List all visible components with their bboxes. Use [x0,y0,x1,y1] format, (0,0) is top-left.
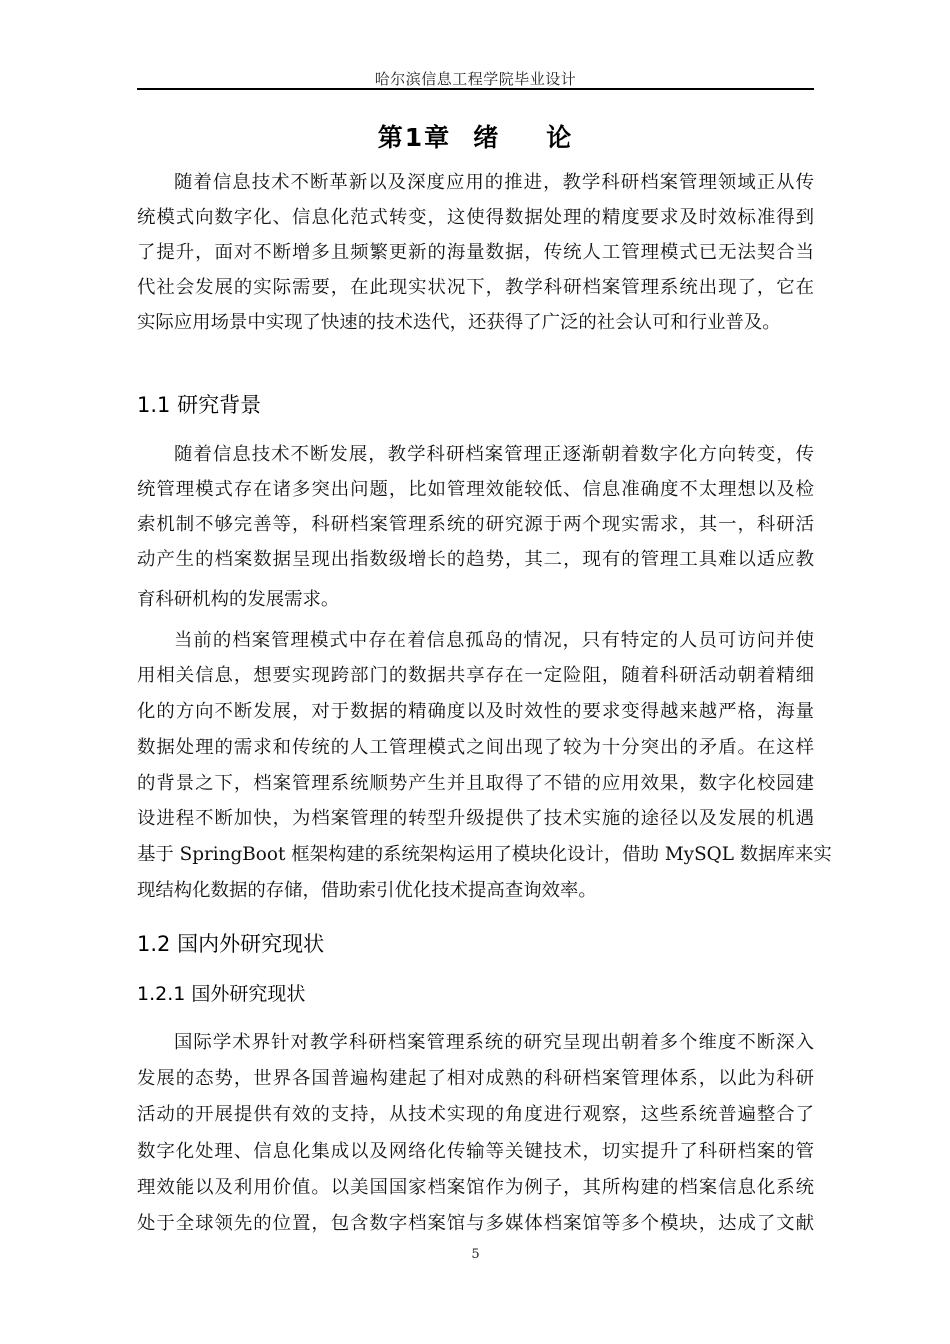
section-heading-1-2: 1.2 国内外研究现状 [137,932,325,956]
paragraph-line: 数字化处理、信息化集成以及网络化传输等关键技术，切实提升了科研档案的管 [137,1141,814,1162]
paragraph-line: 数据处理的需求和传统的人工管理模式之间出现了较为十分突出的矛盾。在这样 [137,737,814,758]
chapter-number: 第1章 [377,123,452,152]
running-header: 哈尔滨信息工程学院毕业设计 [374,70,577,88]
paragraph-line: 代社会发展的实际需要，在此现实状况下，教学科研档案管理系统出现了，它在 [137,277,814,298]
chapter-title-part1: 绪 [473,123,501,152]
paragraph-line: 设进程不断加快，为档案管理的转型升级提供了技术实施的途径以及发展的机遇 [137,808,814,829]
paragraph-line: 当前的档案管理模式中存在着信息孤岛的情况，只有特定的人员可访问并使 [174,630,814,651]
paragraph-line: 统模式向数字化、信息化范式转变，这使得数据处理的精度要求及时效标准得到 [137,207,814,228]
paragraph-line: 动产生的档案数据呈现出指数级增长的趋势，其二，现有的管理工具难以适应教 [137,549,814,570]
paragraph-line: 基于 SpringBoot 框架构建的系统架构运用了模块化设计，借助 MySQL 数据库来实 [137,844,832,865]
chapter-title [137,118,814,154]
paragraph-line: 实际应用场景中实现了快速的技术迭代，还获得了广泛的社会认可和行业普及。 [137,312,781,333]
chapter-title-part2: 论 [546,123,574,152]
paragraph-line: 索机制不够完善等，科研档案管理系统的研究源于两个现实需求，其一，科研活 [137,514,814,535]
paragraph-line: 统管理模式存在诸多突出问题，比如管理效能较低、信息准确度不太理想以及检 [137,479,814,500]
section-heading-1-1: 1.1 研究背景 [137,393,262,417]
paragraph-line: 用相关信息，想要实现跨部门的数据共享存在一定险阻，随着科研活动朝着精细 [137,665,814,686]
paragraph-line: 理效能以及利用价值。以美国国家档案馆作为例子，其所构建的档案信息化系统 [137,1177,814,1198]
paragraph-line: 处于全球领先的位置，包含数字档案馆与多媒体档案馆等多个模块，达成了文献 [137,1213,814,1234]
paragraph-line: 化的方向不断发展，对于数据的精确度以及时效性的要求变得越来越严格，海量 [137,701,814,722]
paragraph-line: 发展的态势，世界各国普遍构建起了相对成熟的科研档案管理体系，以此为科研 [137,1068,814,1089]
paragraph-line: 了提升，面对不断增多且频繁更新的海量数据，传统人工管理模式已无法契合当 [137,242,814,263]
page-number: 5 [471,1247,480,1262]
paragraph-line: 的背景之下，档案管理系统顺势产生并且取得了不错的应用效果，数字化校园建 [137,773,814,794]
paragraph-line: 现结构化数据的存储，借助索引优化技术提高查询效率。 [137,880,597,901]
paragraph-line: 随着信息技术不断革新以及深度应用的推进，教学科研档案管理领域正从传 [174,172,814,193]
paragraph-line: 随着信息技术不断发展，教学科研档案管理正逐渐朝着数字化方向转变，传 [174,444,814,465]
section-heading-1-2-1: 1.2.1 国外研究现状 [137,983,306,1005]
header-divider [137,88,814,90]
paragraph-line: 国际学术界针对教学科研档案管理系统的研究呈现出朝着多个维度不断深入 [174,1032,814,1053]
paragraph-line: 活动的开展提供有效的支持，从技术实现的角度进行观察，这些系统普遍整合了 [137,1104,814,1125]
paragraph-line: 育科研机构的发展需求。 [137,589,340,610]
